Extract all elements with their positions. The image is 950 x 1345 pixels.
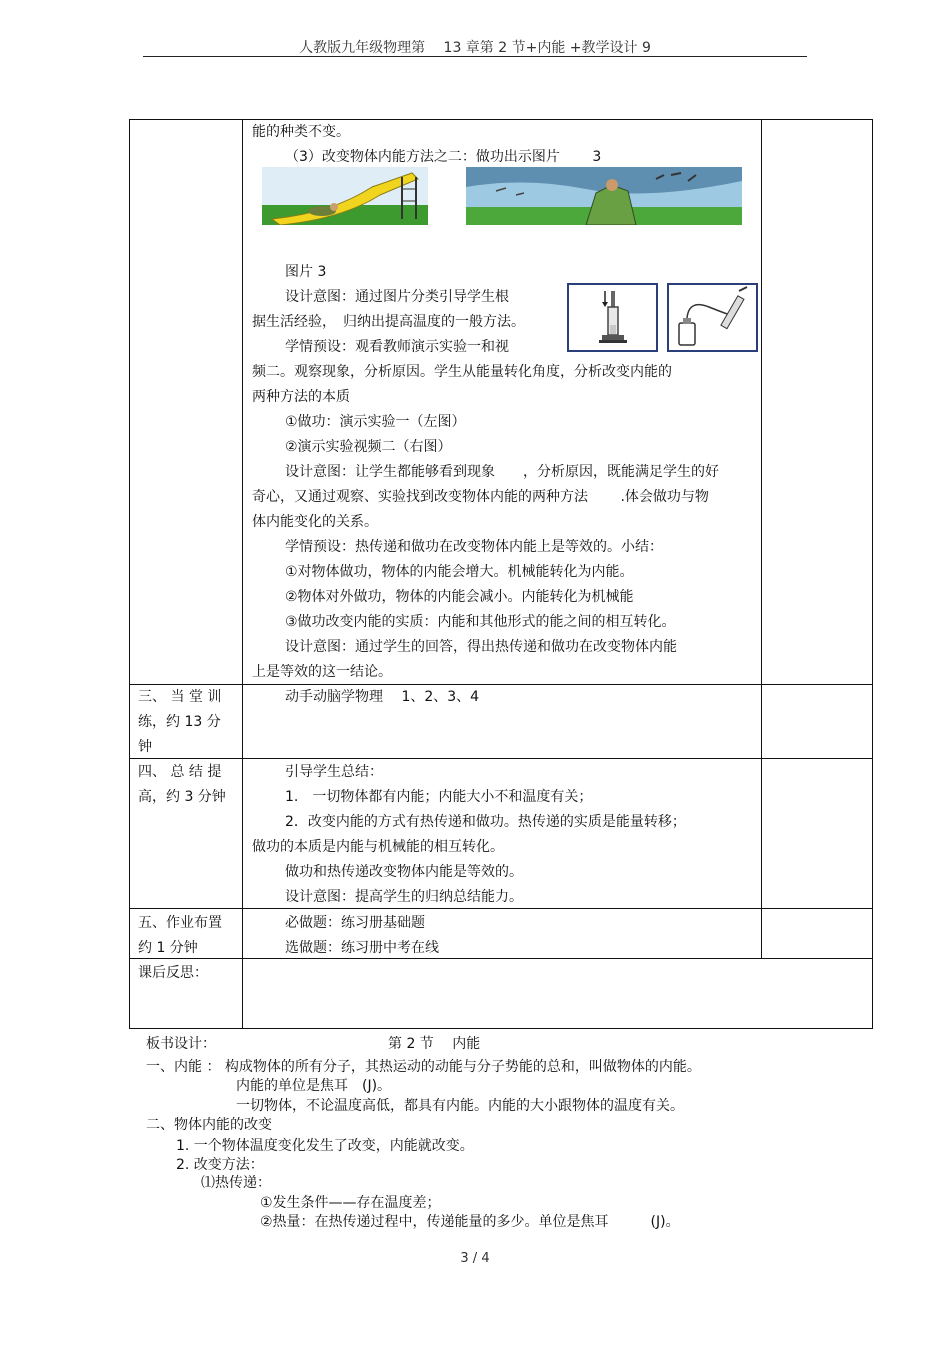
row1-line: 设计意图：通过学生的回答，得出热传递和做功在改变物体内能: [285, 639, 677, 655]
row1-line: ②物体对外做功，物体的内能会减小。内能转化为机械能: [285, 589, 634, 605]
table-border-right: [872, 119, 873, 1029]
board-line: 一切物体，不论温度高低，都具有内能。内能的大小跟物体的温度有关。: [236, 1098, 684, 1114]
experiment-two-picture: [667, 283, 758, 352]
experiment-one-picture: [567, 283, 658, 352]
row3-content: 设计意图：提高学生的归纳总结能力。: [285, 889, 523, 905]
row1-line: 上是等效的这一结论。: [252, 664, 392, 680]
row3-content: 引导学生总结：: [285, 764, 383, 780]
rubbing-hands-picture: [466, 167, 742, 225]
table-border-bottom: [129, 1028, 873, 1029]
header-rule: [143, 56, 807, 57]
page-header: 人教版九年级物理第 13 章第 2 节+内能 +教学设计 9: [299, 40, 651, 56]
board-line: ⑴热传递：: [201, 1175, 271, 1191]
row1-line: 设计意图：通过图片分类引导学生根: [285, 289, 509, 305]
table-border-left: [129, 119, 130, 1029]
row1-line: ①对物体做功，物体的内能会增大。机械能转化为内能。: [285, 564, 634, 580]
row4-label: 约 1 分钟: [138, 940, 198, 956]
row3-content: 做功和热传递改变物体内能是等效的。: [285, 864, 523, 880]
row1-line: 两种方法的本质: [252, 389, 350, 405]
row1-line: 能的种类不变。: [252, 124, 350, 140]
row1-line: 图片 3: [285, 264, 327, 280]
row1-line: 据生活经验， 归纳出提高温度的一般方法。: [252, 314, 525, 330]
board-line: 一、内能 ： 构成物体的所有分子，其热运动的动能与分子势能的总和，叫做物体的内能。: [146, 1059, 701, 1075]
board-line: 内能的单位是焦耳 (J)。: [236, 1078, 392, 1094]
row4-label: 五、作业布置: [138, 915, 222, 931]
board-line: 2. 改变方法：: [176, 1157, 264, 1173]
slide-picture: [262, 167, 428, 225]
row2-label: 钟: [138, 739, 152, 755]
row5-label: 课后反思：: [138, 965, 208, 981]
row3-content: 2．改变内能的方式有热传递和做功。热传递的实质是能量转移；: [285, 814, 686, 830]
row1-line: 体内能变化的关系。: [252, 514, 378, 530]
row1-line: 频二。观察现象，分析原因。学生从能量转化角度，分析改变内能的: [252, 364, 672, 380]
row1-line: 学情预设：观看教师演示实验一和视: [285, 339, 509, 355]
board-line: ①发生条件——存在温度差；: [260, 1195, 441, 1211]
table-col-divider: [242, 119, 243, 1029]
board-line: 1. 一个物体温度变化发生了改变，内能就改变。: [176, 1138, 474, 1154]
board-line: 二、物体内能的改变: [146, 1117, 272, 1133]
row1-line: ①做功：演示实验一（左图）: [285, 414, 466, 430]
board-title: 第 2 节 内能: [388, 1036, 481, 1052]
board-line: ②热量：在热传递过程中，传递能量的多少。单位是焦耳 (J)。: [260, 1214, 680, 1230]
row2-content: 动手动脑学物理 1、2、3、4: [285, 689, 480, 705]
row2-label: 练，约 13 分: [138, 714, 221, 730]
table-col-divider: [761, 119, 762, 959]
board-title-label: 板书设计：: [146, 1036, 216, 1052]
row4-content: 选做题：练习册中考在线: [285, 940, 439, 956]
page-number: 3 / 4: [460, 1251, 490, 1266]
row3-content: 1. 一切物体都有内能；内能大小不和温度有关；: [285, 789, 593, 805]
row1-line: ②演示实验视频二（右图）: [285, 439, 452, 455]
row1-line: （3）改变物体内能方法之二：做功出示图片 3: [285, 149, 602, 165]
row3-content: 做功的本质是内能与机械能的相互转化。: [252, 839, 504, 855]
row3-label: 四、 总 结 提: [138, 764, 222, 780]
row2-label: 三、 当 堂 训: [138, 689, 222, 705]
row4-content: 必做题：练习册基础题: [285, 915, 425, 931]
row1-line: 奇心，又通过观察、实验找到改变物体内能的两种方法 .体会做功与物: [252, 489, 709, 505]
row1-line: ③做功改变内能的实质：内能和其他形式的能之间的相互转化。: [285, 614, 676, 630]
row1-line: 设计意图：让学生都能够看到现象 ，分析原因，既能满足学生的好: [285, 464, 719, 480]
row3-label: 高，约 3 分钟: [138, 789, 226, 805]
row1-line: 学情预设：热传递和做功在改变物体内能上是等效的。小结：: [285, 539, 663, 555]
